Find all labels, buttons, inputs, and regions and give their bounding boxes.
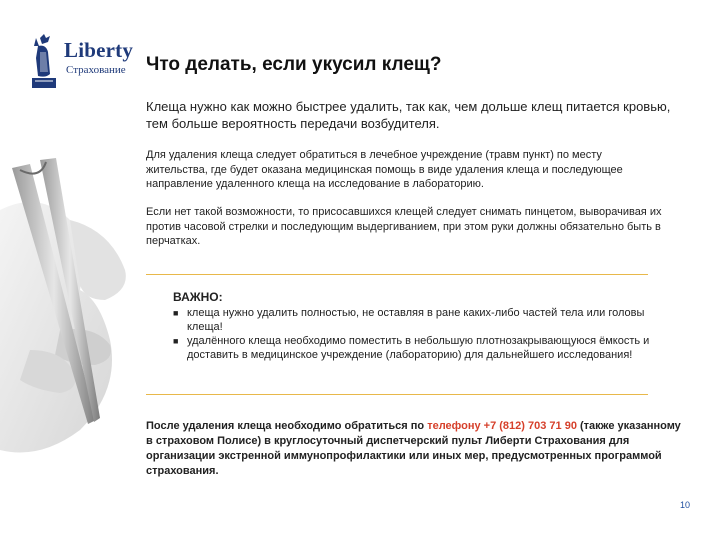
phone-number[interactable]: телефону +7 (812) 703 71 90 [427,420,577,432]
intro-text: Клеща нужно как можно быстрее удалить, так как, чем дольше клещ питается кровью, тем больше вероятность передачи возбудителя. [146,99,671,131]
paragraph-clinic: Для удаления клеща следует обратиться в лечебное учреждение (травм пункт) по месту жительства, где будет оказана медицинская помощь в виде удаления клеща и последующее направление удаленного клеща на исследование в лабораторию. [146,149,623,190]
final-text-after: (также указанному в страховом Полисе) в круглосуточный диспетчерский пульт Либерти Страхования для организации экстренной иммунопрофилактики или иных мер, предусмотренных программой страхования. [146,420,681,477]
square-bullet-icon: ■ [173,308,179,318]
final-text-before: После удаления клеща необходимо обратиться по [146,420,428,432]
statue-of-liberty-icon [26,34,62,92]
divider-top [146,274,648,275]
list-item [173,334,663,362]
important-item-text: удалённого клеща необходимо поместить в небольшую плотнозакрывающуюся ёмкость и доставить в медицинское учреждение (лабораторию) для дальнейшего исследования! [187,335,650,361]
divider-bottom [146,394,648,395]
square-bullet-icon: ■ [173,336,179,346]
page-title: Что делать, если укусил клещ? [146,54,442,75]
important-box [173,290,663,362]
logo-name: Liberty [64,38,134,62]
important-title: ВАЖНО: [173,290,223,304]
list-item [173,306,663,334]
final-instructions [146,419,686,479]
paragraph-tweezers: Если нет такой возможности, то присосавшихся клещей следует снимать пинцетом, выворачивая их против часовой стрелки и последующим выдергиванием, при этом руки должны обязательно быть в перчатках. [146,206,662,247]
important-item-text: клеща нужно удалить полностью, не оставляя в ране каких-либо частей тела или головы клеща! [187,307,645,333]
page-number: 10 [679,500,690,510]
logo-subtitle: Страхование [66,64,126,76]
liberty-logo [26,34,136,94]
